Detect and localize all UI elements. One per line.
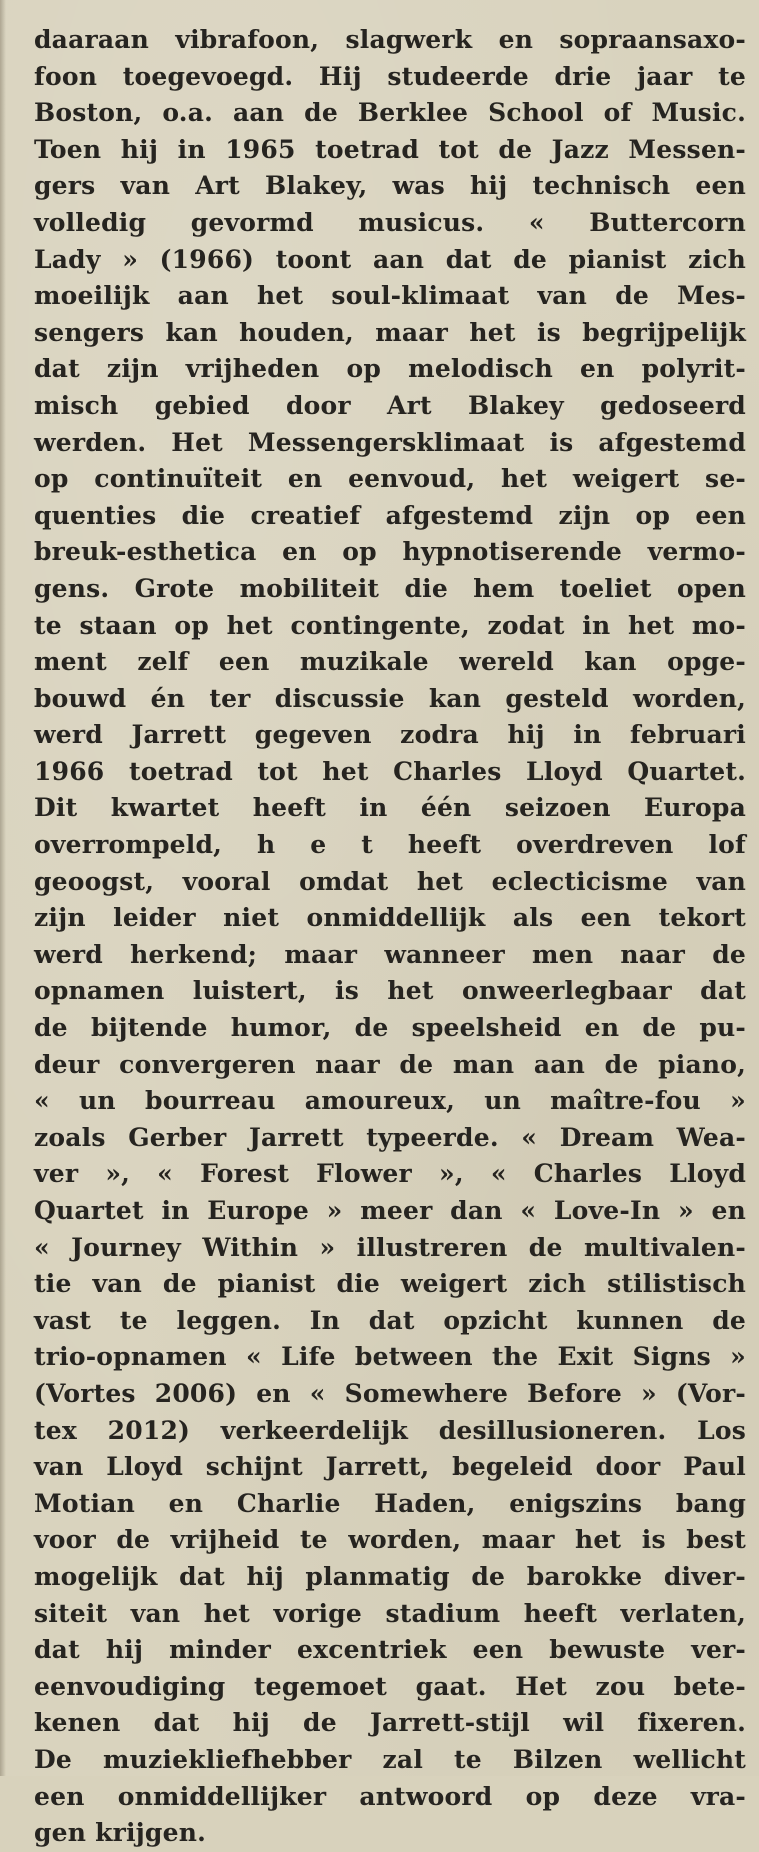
article-text-line: bouwd én ter discussie kan gesteld worden, <box>34 683 746 713</box>
article-text-line: « un bourreau amoureux, un maître-fou » <box>34 1086 746 1116</box>
article-text-line: siteit van het vorige stadium heeft verlaten, <box>34 1598 746 1628</box>
article-text-line: overrompeld, h e t heeft overdreven lof <box>34 830 746 860</box>
article-text-line: te staan op het contingente, zodat in het mo- <box>34 610 746 640</box>
article-text-line: werden. Het Messengersklimaat is afgestemd <box>34 427 746 457</box>
article-text-line: ver », « Forest Flower », « Charles Lloyd <box>34 1159 746 1189</box>
article-text-line: geoogst, vooral omdat het eclecticisme van <box>34 866 746 896</box>
article-text-line: tex 2012) verkeerdelijk desillusioneren. Los <box>34 1415 746 1445</box>
article-text-line: Boston, o.a. aan de Berklee School of Music. <box>34 98 746 128</box>
article-text-line: 1966 toetrad tot het Charles Lloyd Quartet. <box>34 756 746 786</box>
article-text-line: werd Jarrett gegeven zodra hij in februari <box>34 720 746 750</box>
article-text-line: « Journey Within » illustreren de multivalen- <box>34 1232 746 1262</box>
paper-edge-shadow <box>0 0 6 1776</box>
article-text-line: dat hij minder excentriek een bewuste ver- <box>34 1635 746 1665</box>
article-text-line: mogelijk dat hij planmatig de barokke diver- <box>34 1561 746 1591</box>
article-text-line: daaraan vibrafoon, slagwerk en sopraansaxo- <box>34 25 746 54</box>
article-text-line: misch gebied door Art Blakey gedoseerd <box>34 390 746 420</box>
article-text-line: gers van Art Blakey, was hij technisch een <box>34 171 746 201</box>
article-text-line: Dit kwartet heeft in één seizoen Europa <box>34 793 746 823</box>
article-text-line: werd herkend; maar wanneer men naar de <box>34 939 746 969</box>
article-text-line: eenvoudiging tegemoet gaat. Het zou bete- <box>34 1671 746 1701</box>
article-text-line: van Lloyd schijnt Jarrett, begeleid door Paul <box>34 1452 746 1482</box>
article-text-line: gens. Grote mobiliteit die hem toeliet open <box>34 573 746 603</box>
article-text-line: Lady » (1966) toont aan dat de pianist zich <box>34 244 746 274</box>
article-text-line: sengers kan houden, maar het is begrijpelijk <box>34 317 746 347</box>
article-text-line: (Vortes 2006) en « Somewhere Before » (Vor- <box>34 1378 746 1408</box>
article-text-line: de bijtende humor, de speelsheid en de pu- <box>34 1013 746 1043</box>
article-text-line: trio-opnamen « Life between the Exit Signs » <box>34 1342 746 1372</box>
article-text-line: deur convergeren naar de man aan de piano, <box>34 1049 746 1079</box>
article-text-line: Toen hij in 1965 toetrad tot de Jazz Messen- <box>34 134 746 164</box>
article-text-line: zoals Gerber Jarrett typeerde. « Dream Wea- <box>34 1122 746 1152</box>
article-text-line: opnamen luistert, is het onweerlegbaar dat <box>34 976 746 1006</box>
article-text-line: Quartet in Europe » meer dan « Love-In » en <box>34 1196 746 1225</box>
article-text-line: quenties die creatief afgestemd zijn op een <box>34 500 746 530</box>
article-text-line: voor de vrijheid te worden, maar het is best <box>34 1525 746 1555</box>
article-text-line: tie van de pianist die weigert zich stilistisch <box>34 1269 746 1299</box>
article-text-line: ment zelf een muzikale wereld kan opge- <box>34 647 746 677</box>
article-text-line: een onmiddellijker antwoord op deze vra- <box>34 1781 746 1811</box>
article-text-line: dat zijn vrijheden op melodisch en polyrit- <box>34 354 746 384</box>
article-text-line: zijn leider niet onmiddellijk als een tekort <box>34 903 746 933</box>
article-text-line: De muziekliefhebber zal te Bilzen wellicht <box>34 1744 746 1774</box>
article-text-line: foon toegevoegd. Hij studeerde drie jaar te <box>34 61 746 91</box>
article-text-line: kenen dat hij de Jarrett-stijl wil fixeren. <box>34 1708 746 1738</box>
article-text-line: gen krijgen. <box>34 1818 206 1848</box>
article-text-line: moeilijk aan het soul-klimaat van de Mes- <box>34 281 746 311</box>
article-text-line: vast te leggen. In dat opzicht kunnen de <box>34 1305 746 1335</box>
article-text-line: op continuïteit en eenvoud, het weigert se- <box>34 464 746 494</box>
article-text-line: volledig gevormd musicus. « Buttercorn <box>34 207 746 237</box>
article-text-line: Motian en Charlie Haden, enigszins bang <box>34 1488 746 1518</box>
article-text-line: breuk-esthetica en op hypnotiserende vermo- <box>34 537 746 567</box>
article-column <box>34 22 746 1852</box>
